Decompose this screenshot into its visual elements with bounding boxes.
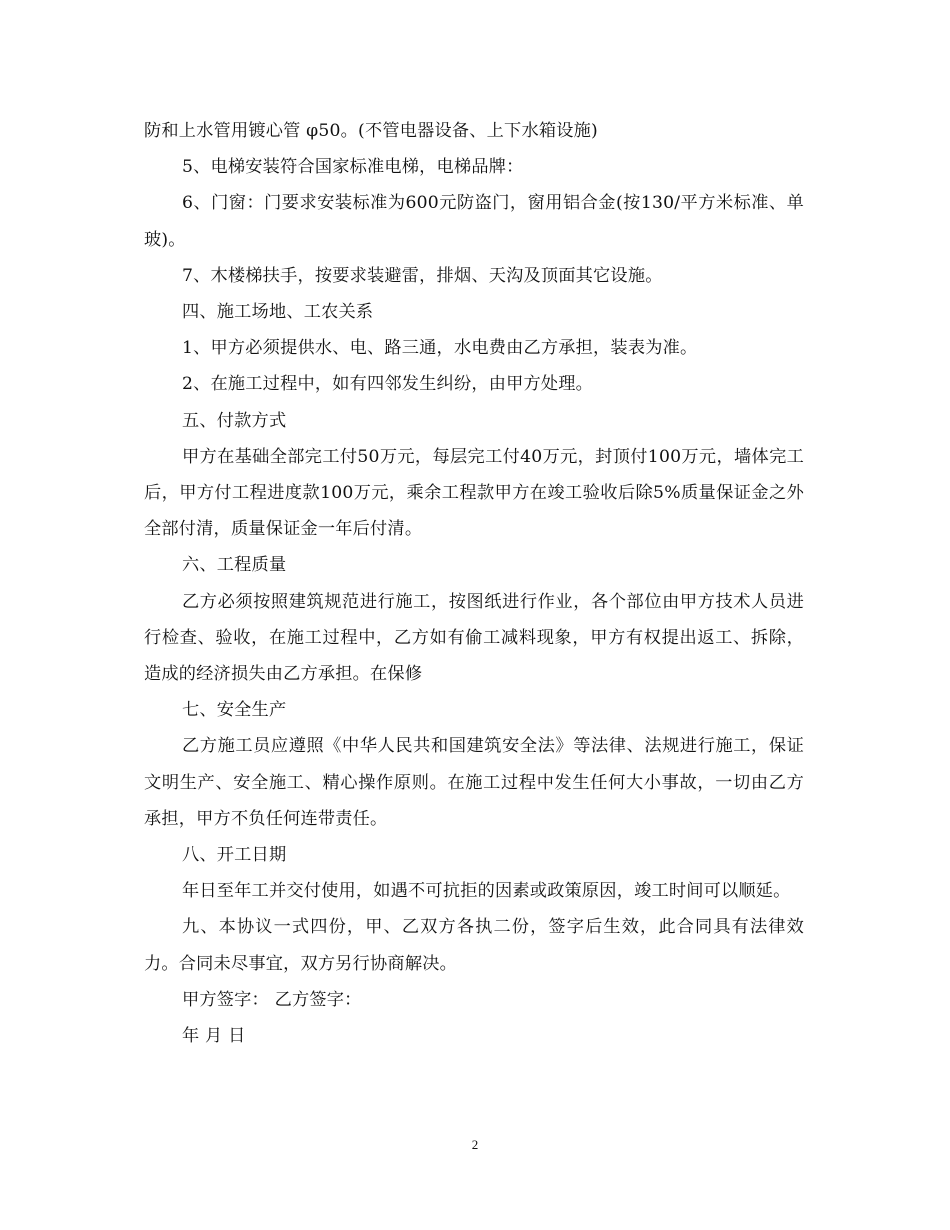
paragraph-doors-windows: 6、门窗：门要求安装标准为600元防盗门，窗用铝合金(按130/平方米标准、单玻)。 — [144, 193, 804, 250]
signature-line: 甲方签字： 乙方签字： — [182, 989, 362, 1010]
paragraph-pipe-spec: 防和上水管用镀心管 φ50。(不管电器设备、上下水箱设施) — [144, 121, 598, 141]
section-heading-site: 四、施工场地、工农关系 — [182, 302, 374, 323]
paragraph-quality-terms: 乙方必须按照建筑规范进行施工，按图纸进行作业，各个部位由甲方技术人员进行检查、验收，在施工过程中，乙方如有偷工减料现象，甲方有权提出返工、拆除，造成的经济损失由乙方承担。在保修 — [144, 591, 804, 685]
paragraph-elevator: 5、电梯安装符合国家标准电梯，电梯品牌： — [182, 157, 524, 178]
document-body — [144, 113, 804, 1054]
paragraph-payment-terms: 甲方在基础全部完工付50万元，每层完工付40万元，封顶付100万元，墙体完工后，甲方付工程进度款100万元，乘余工程款甲方在竣工验收后除5%质量保证金之外全部付清，质量保证金一年后付清。 — [144, 446, 804, 540]
section-heading-quality: 六、工程质量 — [182, 555, 287, 576]
section-heading-payment: 五、付款方式 — [182, 410, 287, 431]
paragraph-utilities: 1、甲方必须提供水、电、路三通，水电费由乙方承担，装表为准。 — [182, 338, 698, 359]
paragraph-stair-handrail: 7、木楼梯扶手，按要求装避雷，排烟、天沟及顶面其它设施。 — [182, 265, 663, 286]
paragraph-safety-terms: 乙方施工员应遵照《中华人民共和国建筑安全法》等法律、法规进行施工，保证文明生产、安全施工、精心操作原则。在施工过程中发生任何大小事故，一切由乙方承担，甲方不负任何连带责任。 — [144, 736, 804, 829]
section-heading-safety: 七、安全生产 — [182, 700, 287, 721]
section-heading-start-date: 八、开工日期 — [182, 845, 287, 866]
paragraph-schedule: 年日至年工并交付使用，如遇不可抗拒的因素或政策原因，竣工时间可以顺延。 — [182, 881, 791, 902]
date-line: 年 月 日 — [182, 1026, 246, 1047]
paragraph-disputes: 2、在施工过程中，如有四邻发生纠纷，由甲方处理。 — [182, 374, 594, 395]
page-number: 2 — [471, 1137, 479, 1152]
paragraph-copies-validity: 九、本协议一式四份，甲、乙双方各执二份，签字后生效，此合同具有法律效力。合同未尽事宜，双方另行协商解决。 — [144, 917, 804, 974]
